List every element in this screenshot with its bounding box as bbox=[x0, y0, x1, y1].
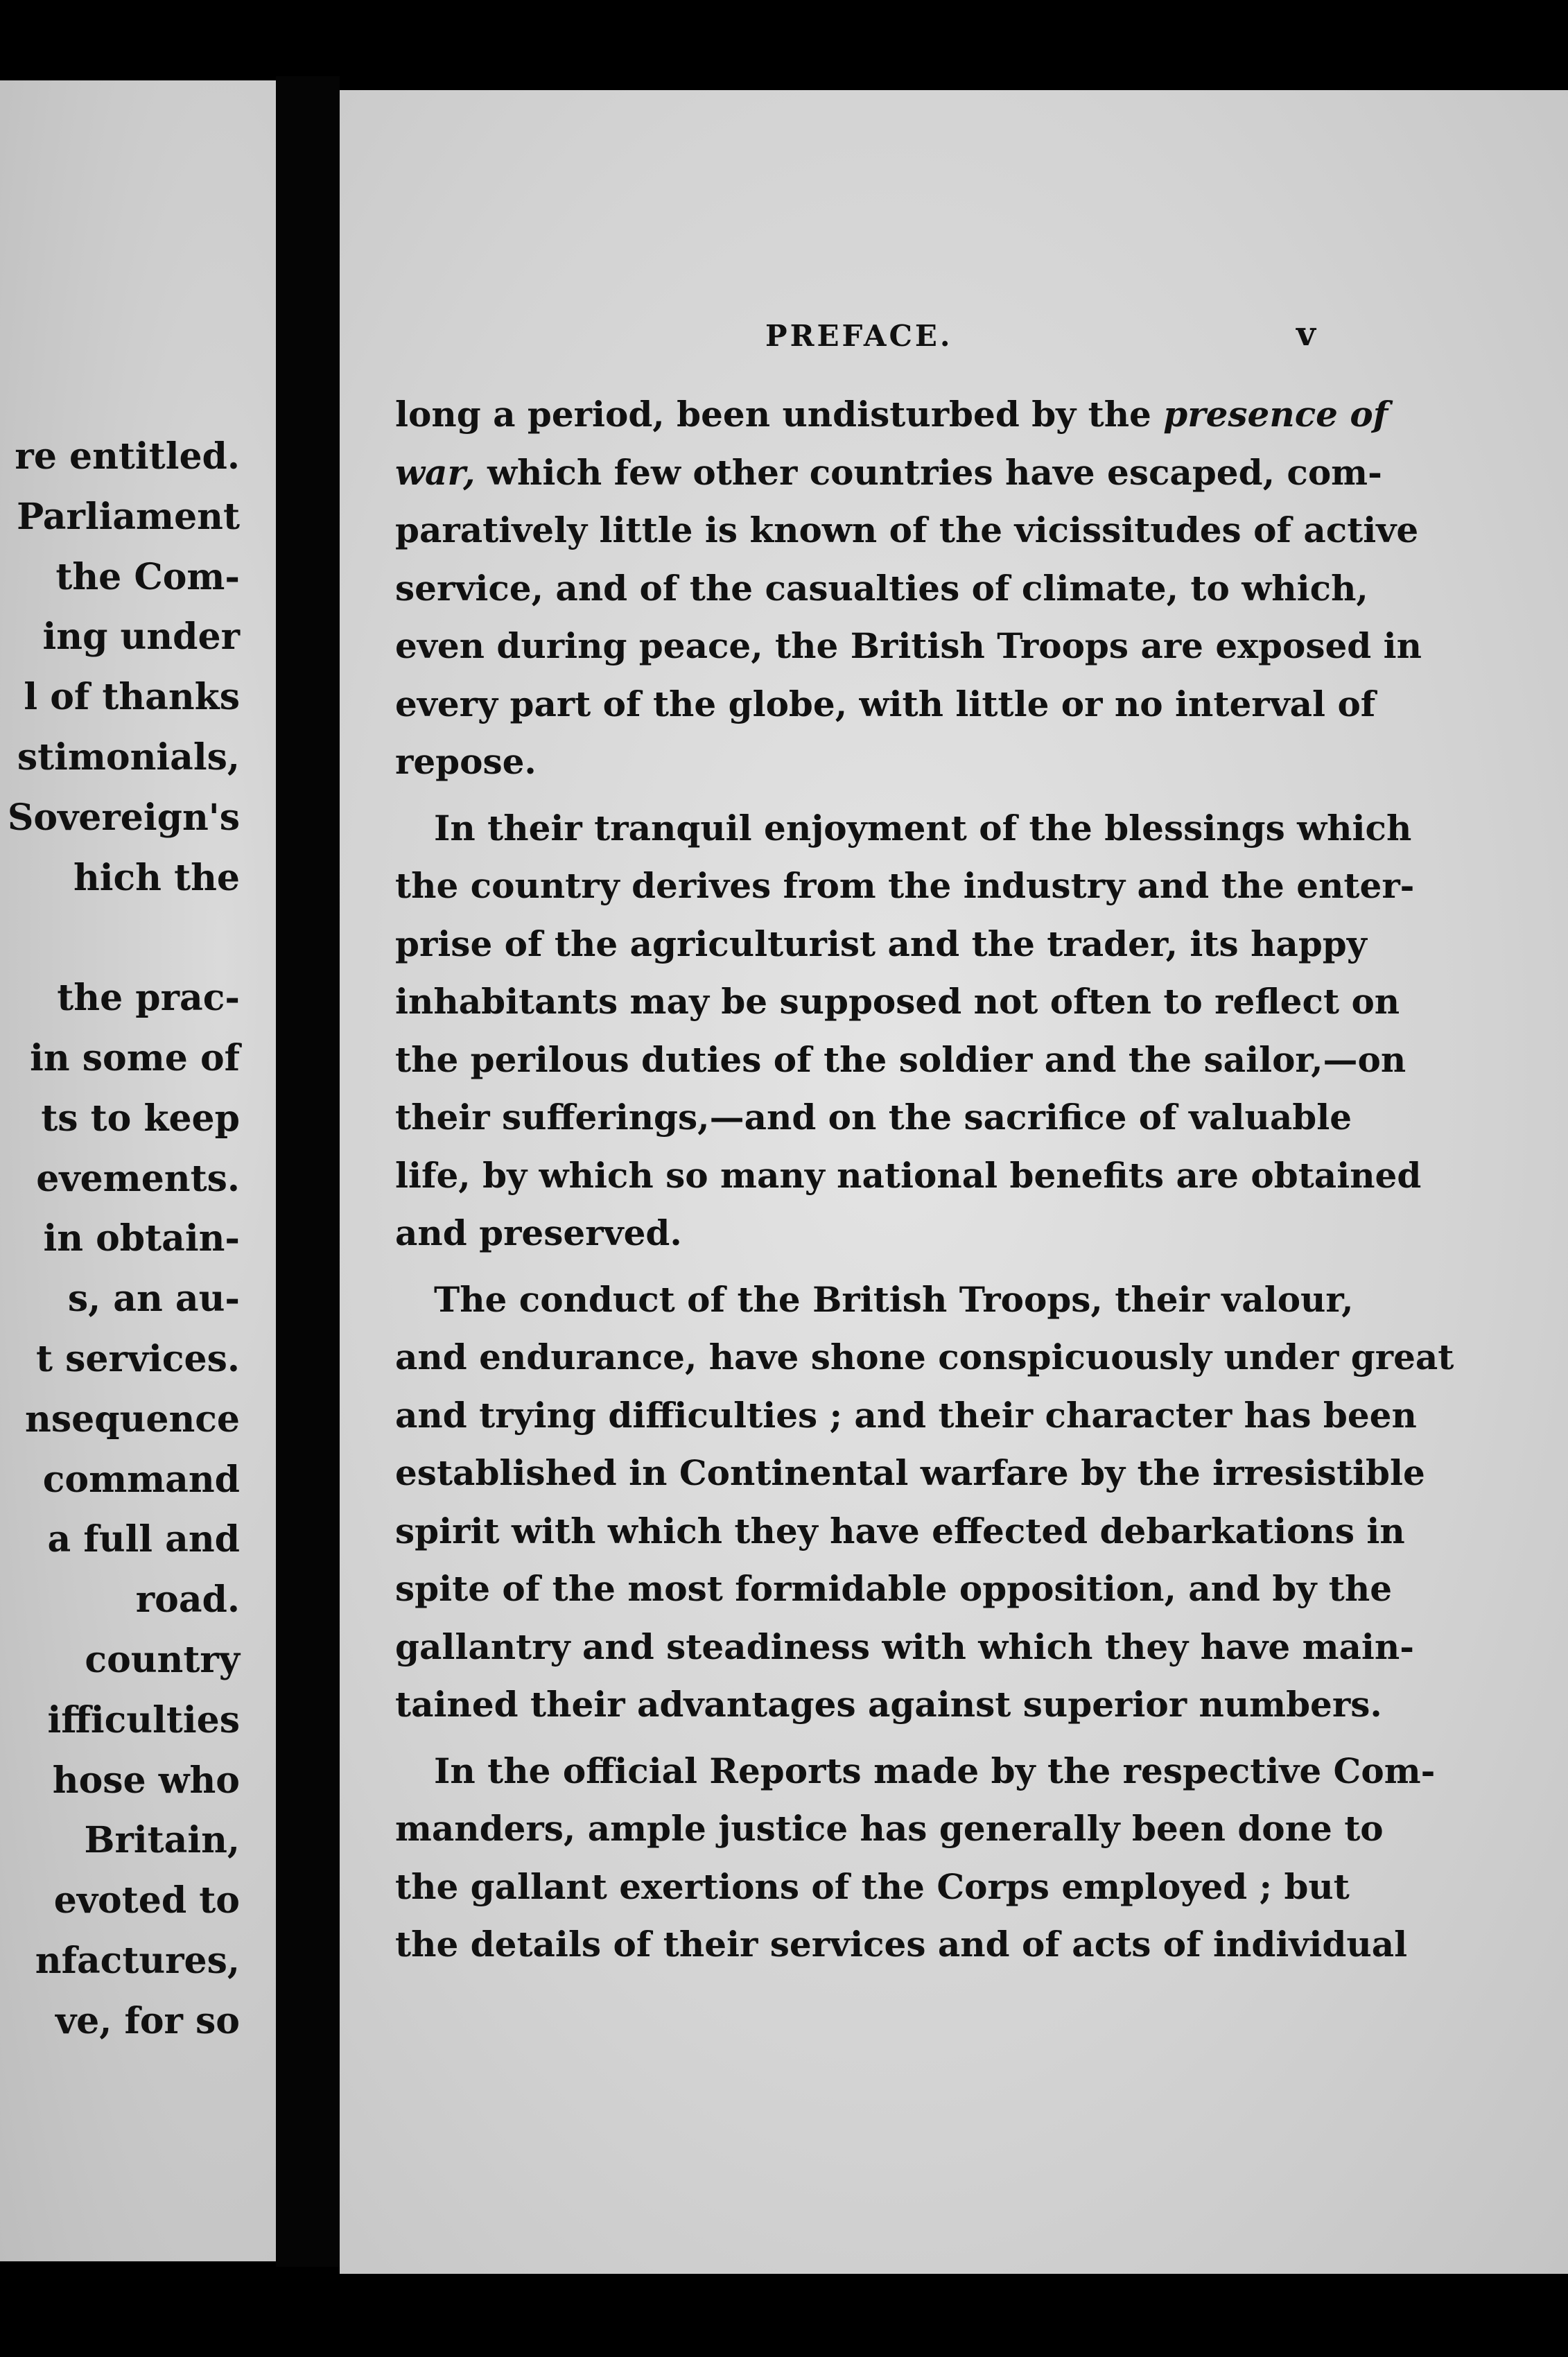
left-text-line bbox=[0, 908, 240, 968]
left-text-line: ifficulties bbox=[47, 1698, 240, 1741]
text-line: spirit with which they have effected debarkations in bbox=[395, 1510, 1405, 1551]
left-text-line: re entitled. bbox=[15, 435, 240, 478]
text-line: prise of the agriculturist and the trader, its happy bbox=[395, 923, 1367, 964]
text-line: life, by which so many national benefits are obtained bbox=[395, 1154, 1422, 1196]
text-line: tained their advantages against superior numbers. bbox=[395, 1684, 1382, 1725]
paragraph-2 bbox=[395, 799, 1422, 1262]
left-text-line: the prac- bbox=[57, 977, 240, 1020]
left-text-line: country bbox=[85, 1638, 240, 1681]
left-text-line: Sovereign's bbox=[7, 796, 240, 839]
left-text-line: evoted to bbox=[53, 1879, 240, 1922]
text-line: and endurance, have shone conspicuously under great bbox=[395, 1337, 1454, 1377]
left-text-line: t services. bbox=[36, 1337, 240, 1380]
left-text-line: nfactures, bbox=[35, 1939, 240, 1982]
left-text-line: stimonials, bbox=[17, 736, 240, 779]
left-text-line: road. bbox=[135, 1578, 240, 1621]
text-line: gallantry and steadiness with which they have main- bbox=[395, 1626, 1415, 1667]
left-text-line: l of thanks bbox=[24, 676, 240, 719]
paragraph-3 bbox=[395, 1271, 1454, 1734]
text-line: the details of their services and of acts of individual bbox=[395, 1924, 1408, 1965]
left-page-text bbox=[0, 427, 240, 2052]
left-text-line: a full and bbox=[47, 1518, 240, 1561]
text-line: even during peace, the British Troops are exposed in bbox=[395, 625, 1422, 666]
left-text-line: ts to keep bbox=[41, 1097, 240, 1140]
left-text-line: nsequence bbox=[25, 1398, 240, 1441]
left-text-line: Parliament bbox=[17, 495, 240, 538]
text-line: service, and of the casualties of climate, to which, bbox=[395, 567, 1368, 609]
italic-phrase: presence of bbox=[1163, 394, 1388, 435]
text-line: every part of the globe, with little or no interval of bbox=[395, 683, 1376, 724]
body-text bbox=[395, 385, 1454, 1974]
text-line: paratively little is known of the vicissitudes of active bbox=[395, 510, 1419, 550]
text-line: The conduct of the British Troops, their valour, bbox=[434, 1278, 1354, 1320]
text-line: the perilous duties of the soldier and the sailor,—on bbox=[395, 1038, 1406, 1080]
paragraph-1 bbox=[395, 385, 1422, 791]
text-line: manders, ample justice has generally been done to bbox=[395, 1808, 1384, 1849]
left-text-line: ve, for so bbox=[55, 1999, 240, 2042]
text-line: established in Continental warfare by the irresistible bbox=[395, 1452, 1425, 1493]
text-line: repose. bbox=[395, 741, 537, 782]
left-text-line: hose who bbox=[52, 1759, 240, 1802]
left-text-line: in obtain- bbox=[43, 1217, 240, 1260]
left-text-line: command bbox=[42, 1458, 240, 1501]
left-text-line: s, an au- bbox=[67, 1278, 240, 1321]
left-page bbox=[0, 80, 276, 2261]
text-line: war, which few other countries have escaped, com- bbox=[395, 451, 1382, 493]
running-head bbox=[340, 315, 1568, 367]
text-line: and preserved. bbox=[395, 1212, 682, 1253]
left-text-line: evements. bbox=[36, 1157, 240, 1200]
left-text-line: ing under bbox=[42, 616, 240, 659]
text-line: the country derives from the industry and the enter- bbox=[395, 865, 1415, 906]
left-text-line: the Com- bbox=[55, 555, 240, 598]
text-line: In the official Reports made by the respective Com- bbox=[434, 1750, 1436, 1791]
text-line: In their tranquil enjoyment of the blessings which bbox=[434, 807, 1412, 849]
text-line: their sufferings,—and on the sacrifice of valuable bbox=[395, 1097, 1352, 1138]
paragraph-4 bbox=[395, 1742, 1436, 1974]
text-line: long a period, been undisturbed by the presence of bbox=[395, 394, 1388, 435]
text-line: the gallant exertions of the Corps employed ; but bbox=[395, 1865, 1350, 1907]
left-text-line: in some of bbox=[30, 1036, 240, 1079]
text-line: inhabitants may be supposed not often to reflect on bbox=[395, 981, 1400, 1022]
book-gutter bbox=[276, 76, 340, 2267]
left-text-line: hich the bbox=[73, 856, 240, 899]
text-line: spite of the most formidable opposition, and by the bbox=[395, 1568, 1393, 1609]
page-number: v bbox=[1296, 315, 1316, 354]
running-title: PREFACE. bbox=[765, 319, 953, 353]
text-line: and trying difficulties ; and their character has been bbox=[395, 1394, 1417, 1436]
left-text-line: Britain, bbox=[84, 1819, 240, 1862]
right-page bbox=[340, 90, 1568, 2274]
